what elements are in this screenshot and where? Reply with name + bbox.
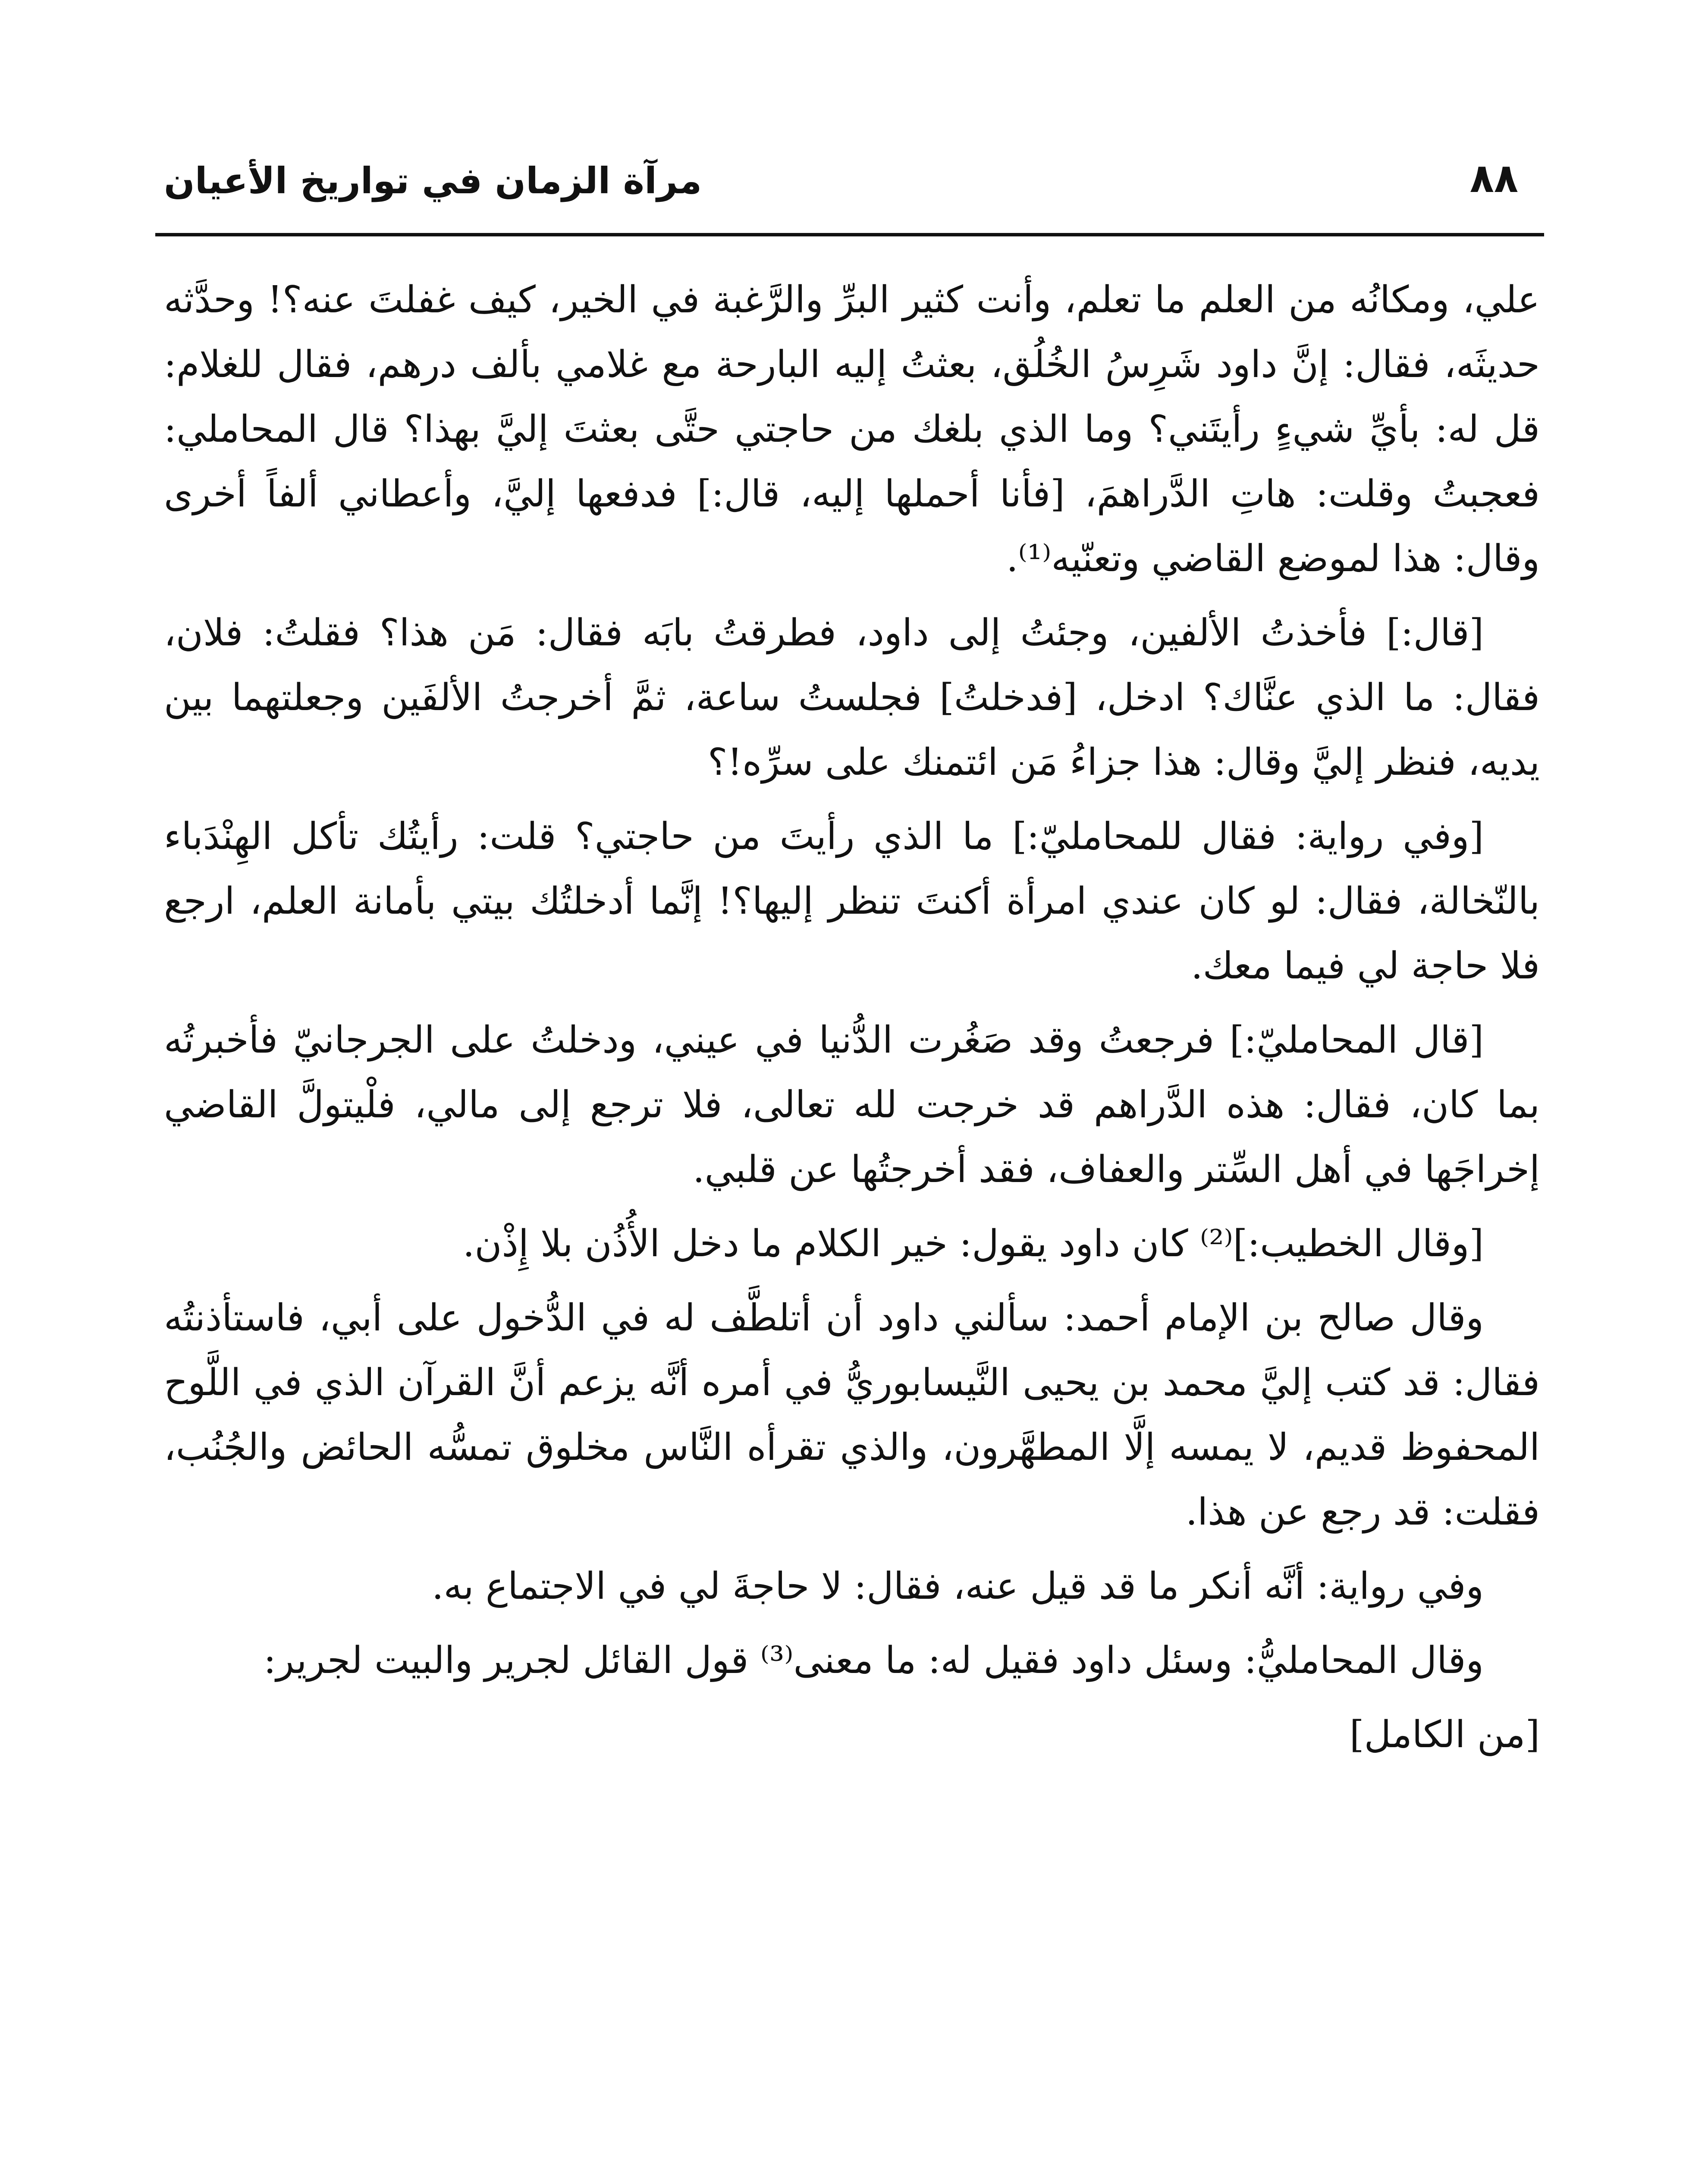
paragraph: وقال صالح بن الإمام أحمد: سألني داود أن أتلطَّف له في الدُّخول على أبي، فاستأذنتُه فقال: قد كتب إليَّ محمد بن يحيى النَّيسابوريُّ في أمره أنَّه يزعم أنَّ القرآن الذي في اللَّوح المحفوظ قديم، لا يمسه إلَّا المطهَّرون، والذي تقرأه النَّاس مخلوق تمسُّه الحائض والجُنُب، فقلت: قد رجع عن هذا. (164, 1296, 1540, 1534)
paragraph: [قال:] فأخذتُ الألفين، وجئتُ إلى داود، فطرقتُ بابَه فقال: مَن هذا؟ فقلتُ: فلان، فقال: ما الذي عنَّاك؟ ادخل، [فدخلتُ] فجلستُ ساعة، ثمَّ أخرجتُ الألفَين وجعلتهما بين يديه، فنظر إليَّ وقال: هذا جزاءُ مَن ائتمنك على سرِّه!؟ (164, 611, 1540, 784)
running-title: مرآة الزمان في تواريخ الأعيان (164, 160, 702, 202)
paragraph: [قال المحامليّ:] فرجعتُ وقد صَغُرت الدُّنيا في عيني، ودخلتُ على الجرجانيّ فأخبرتُه بما كان، فقال: هذه الدَّراهم قد خرجت لله تعالى، فلا ترجع إلى مالي، فلْيتولَّ القاضي إخراجَها في أهل السِّتر والعفاف، فقد أخرجتُها عن قلبي. (164, 1019, 1540, 1191)
meter-tag: [من الكامل] (1350, 1713, 1540, 1756)
page-header (155, 142, 1544, 242)
paragraph: [وفي رواية: فقال للمحامليّ:] ما الذي رأيتَ من حاجتي؟ قلت: رأيتُك تأكل الهِنْدَباء بالنّخالة، فقال: لو كان عندي امرأة أكنتَ تنظر إليها؟! إنَّما أدخلتُك بيتي بأمانة العلم، ارجع فلا حاجة لي فيما معك. (164, 815, 1540, 987)
paragraph: [وقال الخطيب:]⁽²⁾ كان داود يقول: خير الكلام ما دخل الأُذُن بلا إِذْن. (463, 1222, 1484, 1265)
header-rule (155, 233, 1544, 236)
paragraph: وفي رواية: أنَّه أنكر ما قد قيل عنه، فقال: لا حاجةَ لي في الاجتماع به. (432, 1565, 1484, 1608)
page-number: ٨٨ (1469, 155, 1518, 201)
main-text (164, 267, 1540, 1777)
paragraph: علي، ومكانُه من العلم ما تعلم، وأنت كثير البرِّ والرَّغبة في الخير، كيف غفلتَ عنه؟! وحدَّثه حديثَه، فقال: إنَّ داود شَرِسُ الخُلُق، بعثتُ إليه البارحة مع غلامي بألف درهم، فقال للغلام: قل له: بأيِّ شيءٍ رأيتَني؟ وما الذي بلغك من حاجتي حتَّى بعثتَ إليَّ بهذا؟ قال المحاملي: فعجبتُ وقلت: هاتِ الدَّراهمَ، [فأنا أحملها إليه، قال:] فدفعها إليَّ، وأعطاني ألفاً أخرى وقال: هذا لموضع القاضي وتعنّيه⁽¹⁾. (164, 278, 1540, 580)
paragraph: وقال المحامليُّ: وسئل داود فقيل له: ما معنى⁽³⁾ قول القائل لجرير والبيت لجرير: (264, 1639, 1484, 1682)
